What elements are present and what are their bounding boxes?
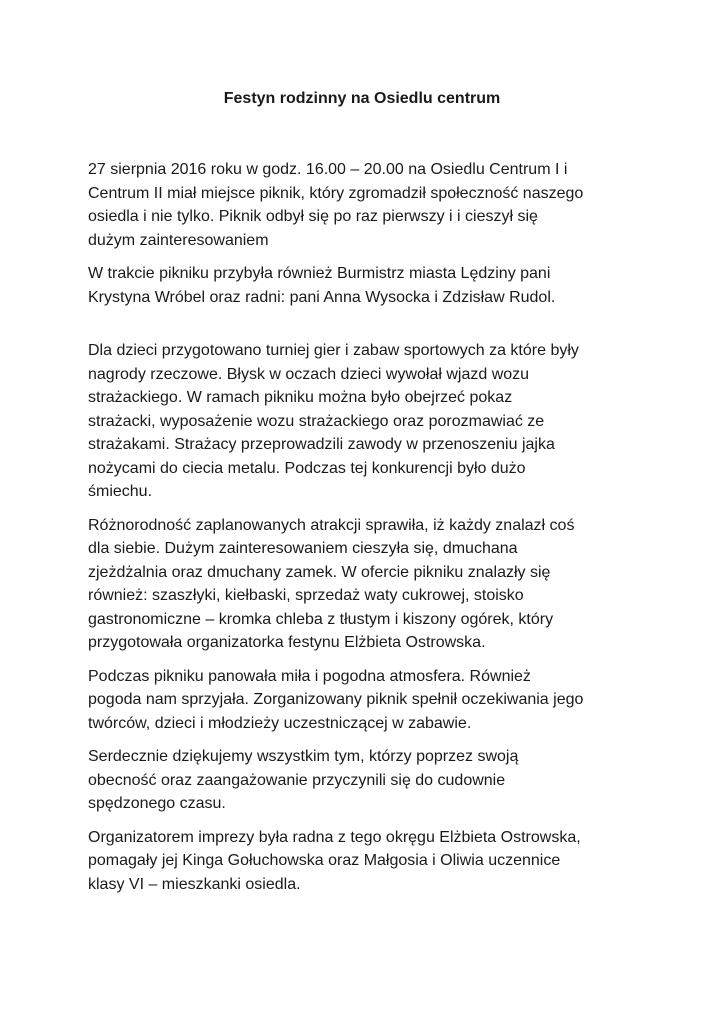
text-line: przygotowała organizatorka festynu Elżbieta Ostrowska. <box>88 634 486 651</box>
text-line: 27 sierpnia 2016 roku w godz. 16.00 – 20.00 na Osiedlu Centrum I i <box>88 161 568 178</box>
text-line: zjeżdżalnia oraz dmuchany zamek. W ofercie pikniku znalazły się <box>88 563 551 581</box>
text-line: Dla dzieci przygotowano turniej gier i zabaw sportowych za które były <box>88 342 579 359</box>
text-line: Podczas pikniku panowała miła i pogodna atmosfera. Również <box>88 667 531 685</box>
text-line: również: szaszłyki, kiełbaski, sprzedaż waty cukrowej, stoisko <box>88 587 524 604</box>
text-line: Różnorodność zaplanowanych atrakcji sprawiła, iż każdy znalazł coś <box>88 516 575 534</box>
text-line: gastronomiczne – kromka chleba z tłustym i kiszony ogórek, który <box>88 610 554 628</box>
paragraph-atmosphere <box>88 665 648 736</box>
text-line: śmiechu. <box>88 483 153 500</box>
text-line: obecność oraz zaangażowanie przyczynili się do cudownie <box>88 771 506 789</box>
text-line: W trakcie pikniku przybyła również Burmistrz miasta Lędziny pani <box>88 265 551 282</box>
text-line: Krystyna Wróbel oraz radni: pani Anna Wysocka i Zdzisław Rudol. <box>88 288 556 306</box>
text-line: nożycami do ciecia metalu. Podczas tej konkurencji było dużo <box>88 459 526 477</box>
text-line: Organizatorem imprezy była radna z tego okręgu Elżbieta Ostrowska, <box>88 828 581 846</box>
text-line: klasy VI – mieszkanki osiedla. <box>88 875 301 893</box>
text-line: pogoda nam sprzyjała. Zorganizowany piknik spełnił oczekiwania jego <box>88 691 584 708</box>
text-line: Centrum II miał miejsce piknik, który zgromadził społeczność naszego <box>88 184 584 202</box>
text-line: dużym zainteresowaniem <box>88 231 269 249</box>
text-line: nagrody rzeczowe. Błysk w oczach dzieci wywołał wjazd wozu <box>88 365 530 383</box>
text-line: pomagały jej Kinga Gołuchowska oraz Małgosia i Oliwia uczennice <box>88 852 561 869</box>
paragraph-attractions <box>88 514 648 655</box>
document-title: Festyn rodzinny na Osiedlu centrum <box>223 90 501 107</box>
text-line: strażackiego. W ramach pikniku można było obejrzeć pokaz <box>88 389 513 406</box>
text-line: twórców, dzieci i młodzieży uczestniczącej w zabawie. <box>88 714 472 732</box>
text-line: strażacki, wyposażenie wozu strażackiego oraz porozmawiać ze <box>88 412 545 430</box>
text-line: osiedla i nie tylko. Piknik odbył się po raz pierwszy i i cieszył się <box>88 208 538 225</box>
text-line: dla siebie. Dużym zainteresowaniem cieszyła się, dmuchana <box>88 540 518 557</box>
text-line: strażakami. Strażacy przeprowadzili zawody w przenoszeniu jajka <box>88 436 555 453</box>
paragraph-children-activities <box>88 339 648 504</box>
paragraph-thanks <box>88 745 648 816</box>
text-line: spędzonego czasu. <box>88 795 226 812</box>
paragraph-organizers <box>88 826 648 897</box>
text-line: Serdecznie dziękujemy wszystkim tym, którzy poprzez swoją <box>88 748 519 765</box>
document-body <box>88 158 648 906</box>
paragraph-intro <box>88 158 648 252</box>
paragraph-guests <box>88 262 648 309</box>
